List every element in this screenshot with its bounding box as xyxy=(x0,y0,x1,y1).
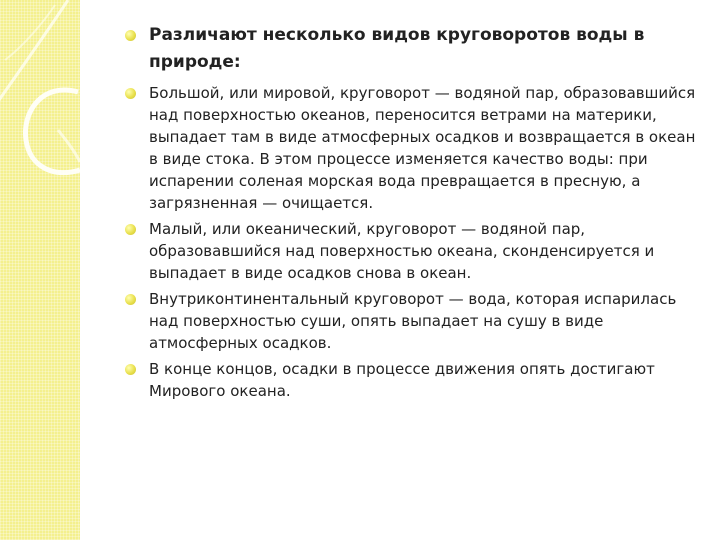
bullet-list xyxy=(125,22,705,406)
list-item xyxy=(125,82,705,214)
decorative-side-band xyxy=(0,0,80,540)
item-text: Большой, или мировой, круговорот — водяной пар, образовавшийся над поверхностью океанов, переносится ветрами на материки, выпадает там в виде атмосферных осадков и возвращается в океан в виде стока. В этом процессе изменяется качество воды: при испарении соленая морская вода превращается в пресную, а загрязненная — очищается. xyxy=(149,84,696,212)
bullet-icon xyxy=(125,294,136,305)
decorative-leaf-swirl-icon xyxy=(0,0,80,540)
bullet-icon xyxy=(125,224,136,235)
list-item xyxy=(125,358,705,402)
bullet-icon xyxy=(125,88,136,99)
item-text: Малый, или океанический, круговорот — водяной пар, образовавшийся над поверхностью океана, сконденсируется и выпадает в виде осадков снова в океан. xyxy=(149,220,655,282)
heading-text: Различают несколько видов круговоротов воды в природе: xyxy=(149,25,645,72)
bullet-icon xyxy=(125,364,136,375)
list-item xyxy=(125,288,705,354)
bullet-icon xyxy=(125,30,136,41)
list-item xyxy=(125,218,705,284)
item-text: В конце концов, осадки в процессе движения опять достигают Мирового океана. xyxy=(149,360,655,400)
item-text: Внутриконтинентальный круговорот — вода, которая испарилась над поверхностью суши, опять выпадает на сушу в виде атмосферных осадков. xyxy=(149,290,677,352)
list-item-heading xyxy=(125,22,705,76)
